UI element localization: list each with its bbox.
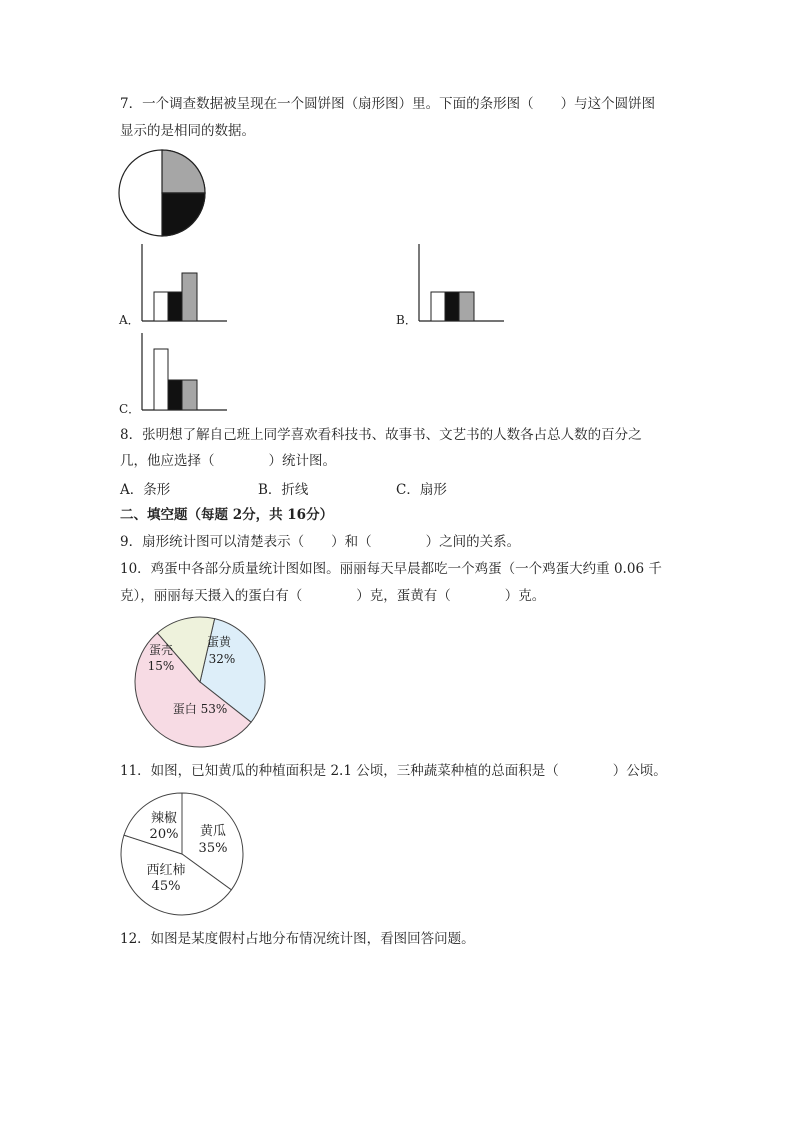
- q10-label-yolk: 蛋黄: [206, 635, 232, 649]
- q10-label-white: 蛋白 53%: [172, 702, 228, 716]
- q7-option-a-chart[interactable]: [140, 244, 230, 324]
- q7-b-bar-white: [431, 292, 445, 321]
- q8-line2: 几，他应选择（ ）统计图。: [120, 453, 336, 469]
- q7-option-b-label[interactable]: B．: [396, 313, 417, 327]
- q10-pie-chart: [132, 616, 268, 749]
- q10-label-shell-pct: 15%: [147, 659, 175, 673]
- q8-line1: 8．张明想了解自己班上同学喜欢看科技书、故事书、文艺书的人数各占总人数的百分之: [120, 427, 642, 443]
- q7-c-bar-black: [168, 380, 182, 410]
- q7-a-bar-black: [168, 292, 182, 321]
- q10-label-yolk-pct: 32%: [208, 652, 236, 666]
- q7-c-bar-white: [154, 349, 168, 410]
- q8-choice-b[interactable]: B．折线: [258, 482, 309, 498]
- q7-c-bar-gray: [182, 380, 197, 410]
- q7-option-b-chart[interactable]: [417, 244, 507, 324]
- q11-label-tomato-pct: 45%: [151, 879, 181, 894]
- q10-line1: 10．鸡蛋中各部分质量统计图如图。丽丽每天早晨都吃一个鸡蛋（一个鸡蛋大约重 0.06 千: [120, 561, 662, 577]
- q11-pie-chart: [122, 790, 242, 918]
- q7-a-bar-gray: [182, 273, 197, 321]
- q7-pie-gray: [162, 150, 205, 193]
- q11-label-tomato: 西红柿: [146, 863, 186, 878]
- section-title: 二、填空题（每题 2分，共 16分）: [120, 507, 334, 523]
- q7-option-c-chart[interactable]: [140, 333, 230, 413]
- q7-pie-black: [162, 193, 205, 236]
- q11-label-pepper-pct: 20%: [149, 827, 179, 842]
- q7-line2: 显示的是相同的数据。: [120, 123, 255, 139]
- q7-option-a-label[interactable]: A．: [119, 313, 140, 327]
- q11-text: 11．如图，已知黄瓜的种植面积是 2.1 公顷，三种蔬菜种植的总面积是（ ）公顷。: [120, 763, 667, 779]
- q9-text: 9．扇形统计图可以清楚表示（ ）和（ ）之间的关系。: [120, 534, 521, 550]
- q11-label-cucumber: 黄瓜: [199, 824, 227, 839]
- q7-b-bar-black: [445, 292, 459, 321]
- q7-a-bar-white: [154, 292, 168, 321]
- q8-choice-c[interactable]: C．扇形: [396, 482, 447, 498]
- q10-line2: 克），丽丽每天摄入的蛋白有（ ）克，蛋黄有（ ）克。: [120, 588, 546, 604]
- q7-line1: 7．一个调查数据被呈现在一个圆饼图（扇形图）里。下面的条形图（ ）与这个圆饼图: [120, 96, 656, 112]
- q12-text: 12．如图是某度假村占地分布情况统计图，看图回答问题。: [120, 931, 475, 947]
- q11-label-pepper: 辣椒: [150, 811, 178, 826]
- q7-pie-chart: [118, 149, 208, 239]
- q10-label-shell: 蛋壳: [148, 643, 174, 657]
- q11-label-cucumber-pct: 35%: [198, 841, 228, 856]
- q7-option-c-label[interactable]: C．: [119, 402, 141, 416]
- q7-b-bar-gray: [459, 292, 474, 321]
- q8-choice-a[interactable]: A．条形: [120, 482, 171, 498]
